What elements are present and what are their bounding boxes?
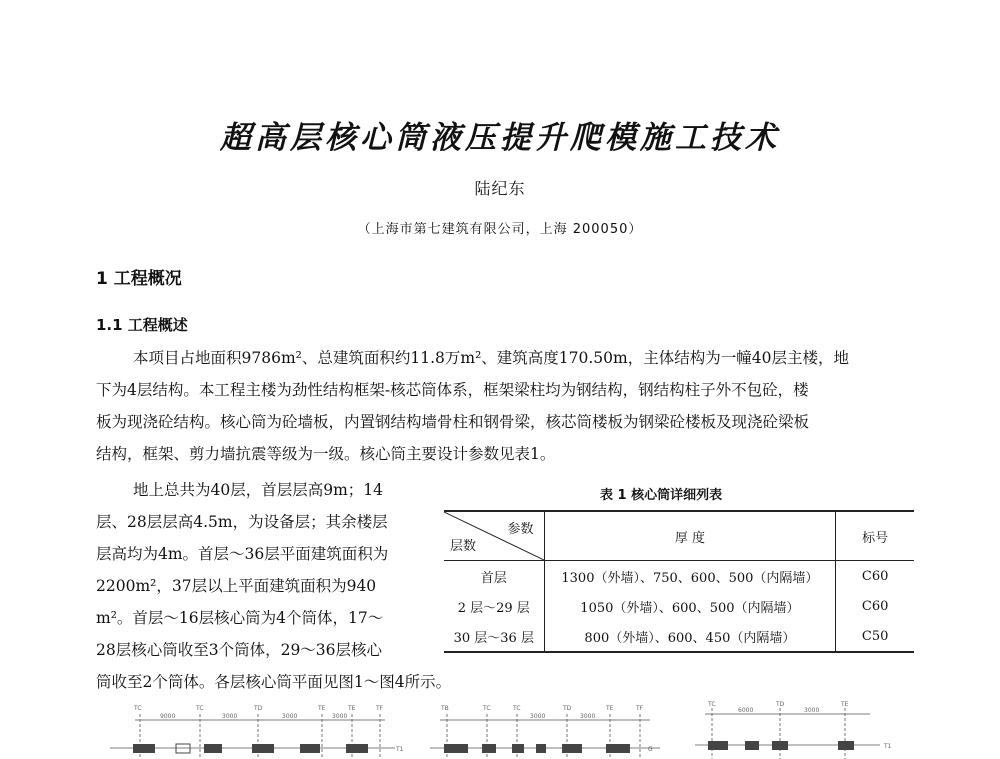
cell-grade: C60 — [836, 561, 914, 592]
paragraph-line: 地上总共为40层，首层层高9m；14 — [133, 481, 384, 499]
header-param: 参数 — [507, 522, 534, 537]
table-row — [444, 591, 914, 621]
plan-walls-3 — [708, 741, 854, 750]
dimension-label: 3000 — [530, 713, 546, 720]
dimension-label: 3000 — [580, 713, 596, 720]
dimension-label: 3000 — [804, 707, 820, 714]
table-caption: 表 1 核心筒详细列表 — [600, 488, 723, 503]
dimension-label: 3000 — [222, 713, 238, 720]
core-tube-table — [444, 510, 914, 653]
cell-thickness: 1300（外墙）、750、600、500（内隔墙） — [544, 561, 836, 592]
paragraph-line: 筒收至2个筒体。各层核心筒平面见图1～图4所示。 — [96, 673, 452, 691]
cell-floor: 2 层～29 层 — [457, 600, 530, 616]
paragraph-line: 结构，框架、剪力墙抗震等级为一级。核心筒主要设计参数见表1。 — [96, 445, 556, 463]
cell-grade: C60 — [836, 591, 914, 621]
cell-thickness: 1050（外墙）、600、500（内隔墙） — [544, 591, 836, 621]
plan-walls-2 — [444, 744, 630, 753]
axis-label: TE — [606, 705, 614, 712]
axis-label: TE — [348, 705, 356, 712]
plan-drawing-3 — [695, 708, 880, 759]
paragraph-line: 层高均为4m。首层～36层平面建筑面积为 — [96, 545, 389, 563]
axis-label: TD — [776, 701, 785, 708]
table-header-row — [444, 511, 914, 561]
section-heading-1-1: 1.1 工程概述 — [96, 316, 188, 334]
section-heading-1: 1 工程概况 — [96, 269, 182, 289]
header-grade: 标号 — [836, 511, 914, 561]
axis-label: TF — [636, 705, 644, 712]
cell-thickness: 800（外墙）、600、450（内隔墙） — [544, 621, 836, 652]
axis-label: TC — [483, 705, 491, 712]
paragraph-line: 28层核心筒收至3个筒体，29～36层核心 — [96, 641, 383, 659]
paragraph-line: 层、28层层高4.5m，为设备层；其余楼层 — [96, 513, 388, 531]
header-floor: 层数 — [450, 539, 477, 554]
dimension-label: 3000 — [282, 713, 298, 720]
axis-label: TD — [254, 705, 263, 712]
cell-floor: 30 层～36 层 — [453, 630, 534, 646]
author-affiliation: （上海市第七建筑有限公司，上海 200050） — [357, 222, 643, 237]
axis-label: TE — [841, 701, 849, 708]
paragraph-line: 2200m²，37层以上平面建筑面积为940 — [96, 577, 377, 595]
paragraph-line: 本项目占地面积9786m²、总建筑面积约11.8万m²、建筑高度170.50m，主体结构为一幢40层主楼，地 — [133, 349, 849, 367]
paragraph-line: 板为现浇砼结构。核心筒为砼墙板，内置钢结构墙骨柱和钢骨梁，核芯筒楼板为钢梁砼楼板及现浇砼梁板 — [96, 413, 810, 431]
table-row — [444, 561, 914, 592]
dimension-label: 6000 — [738, 707, 754, 714]
cell-grade: C50 — [836, 621, 914, 652]
core-plan-drawings — [0, 700, 1000, 759]
paragraph-line: 下为4层结构。本工程主楼为劲性结构框架-核芯筒体系，框架梁柱均为钢结构，钢结构柱子外不包砼，楼 — [96, 381, 809, 399]
paragraph-line: m²。首层～16层核心筒为4个筒体，17～ — [96, 609, 384, 627]
axis-end-label: T1 — [396, 746, 404, 753]
axis-label: TF — [376, 705, 384, 712]
axis-label: TB — [441, 705, 449, 712]
dimension-label: 9000 — [160, 713, 176, 720]
axis-label: TC — [708, 701, 716, 708]
plan-walls-1 — [133, 744, 368, 753]
axis-label: TC — [196, 705, 204, 712]
cell-floor: 首层 — [480, 570, 507, 586]
axis-label: TC — [134, 705, 142, 712]
axis-label: TD — [563, 705, 572, 712]
axis-end-label: T1 — [884, 743, 892, 750]
paper-title: 超高层核心筒液压提升爬模施工技术 — [220, 120, 780, 156]
dimension-label: 3000 — [332, 713, 348, 720]
axis-end-label: G — [648, 746, 653, 753]
axis-label: TC — [513, 705, 521, 712]
header-thickness: 厚 度 — [544, 511, 836, 561]
table-row — [444, 621, 914, 652]
table-diagonal-header — [444, 511, 544, 561]
axis-label: TE — [318, 705, 326, 712]
author-name: 陆纪东 — [474, 179, 526, 198]
